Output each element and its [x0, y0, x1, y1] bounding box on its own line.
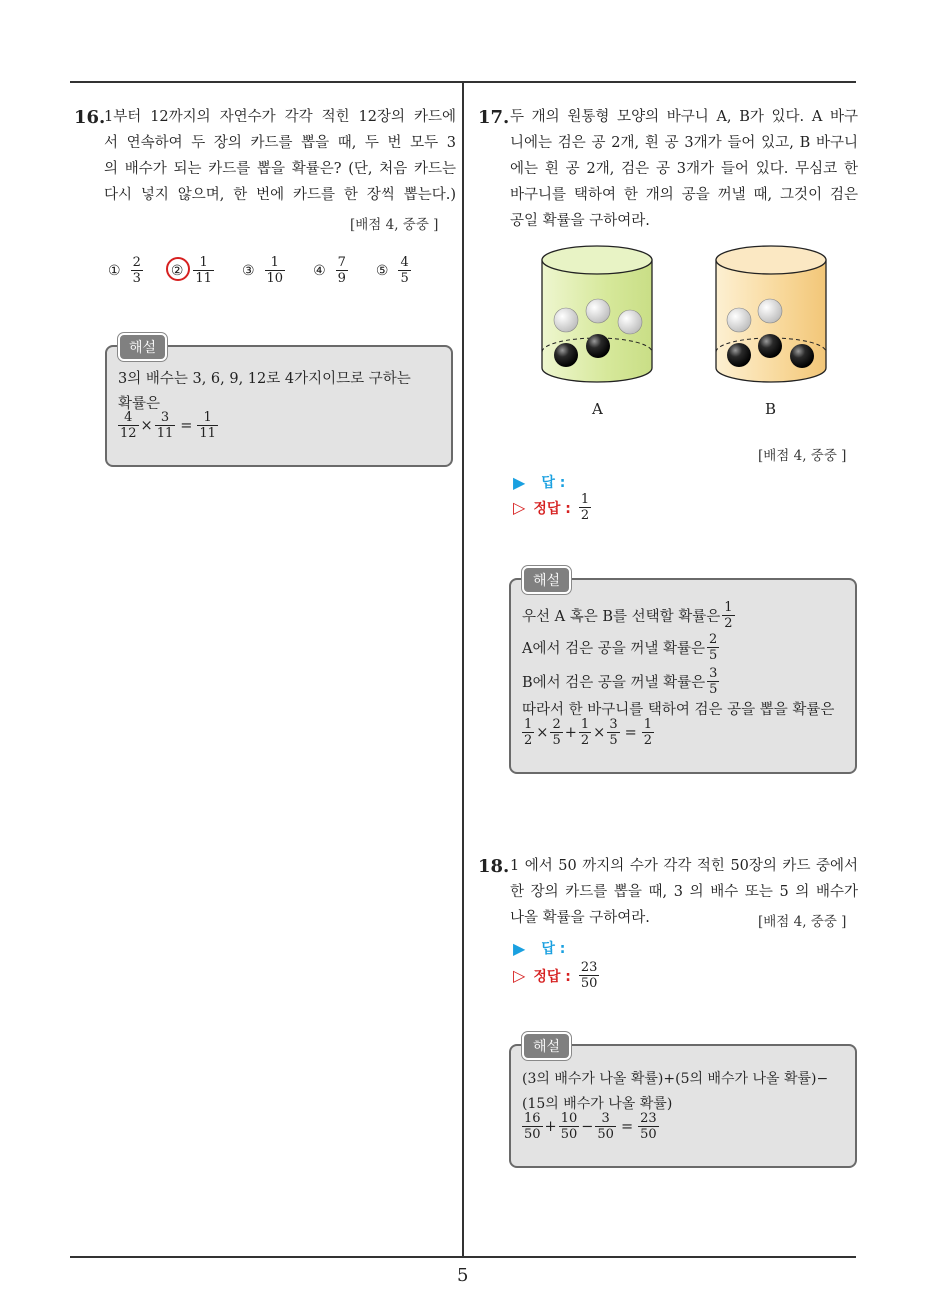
choice-mark: ④ — [313, 262, 326, 279]
correct-fraction: $\frac{1}{2}$ — [580, 492, 590, 523]
q18-number: 18. — [478, 856, 510, 877]
q17-line: 공일 확률을 구하여라. — [510, 213, 650, 229]
q18-solution-line: (15의 배수가 나올 확률) — [522, 1096, 673, 1112]
choice-fraction: $\frac{1}{10}$ — [266, 255, 284, 286]
q18-line: 나올 확률을 구하여라. — [510, 910, 650, 926]
q18-solution-tag: 해설 — [522, 1032, 571, 1060]
q18-solution-line: (3의 배수가 나올 확률)+(5의 배수가 나올 확률)− — [522, 1071, 829, 1087]
q18-answer-line — [513, 938, 565, 958]
basket-b — [716, 246, 826, 382]
q16-choices — [108, 255, 439, 286]
q16-line: 다시 넣지 않으며, 한 번에 카드를 한 장씩 뽑는다.) — [104, 187, 456, 203]
q16-text — [104, 104, 456, 208]
play-icon: ▶ — [513, 472, 526, 492]
q17-line: 니에는 검은 공 2개, 흰 공 3개가 들어 있고, B 바구니 — [510, 135, 858, 151]
q17-solution-line: 따라서 한 바구니를 택하여 검은 공을 뽑을 확률은 — [522, 702, 835, 718]
q17-correct-line — [513, 492, 593, 523]
q17-text — [510, 104, 858, 234]
triangle-outline-icon: ▷ — [513, 966, 526, 985]
q18-score: [배점 4, 중중 ] — [758, 914, 847, 930]
q17-line: 에는 흰 공 2개, 검은 공 3개가 들어 있다. 무심코 한 — [510, 161, 858, 177]
q18-correct-line — [513, 960, 601, 991]
selected-circle-icon — [166, 257, 190, 281]
correct-fraction: $\frac{23}{50}$ — [580, 960, 598, 991]
answer-label: 답 : — [541, 475, 566, 491]
q16-solution-line: 확률은 — [118, 396, 161, 412]
choice-3[interactable] — [242, 255, 287, 286]
q17-solution-line: 우선 A 혹은 B를 선택할 확률은 $\frac{1}{2}$ — [522, 600, 733, 631]
play-icon: ▶ — [513, 938, 526, 958]
q18-line: 한 장의 카드를 뽑을 때, 3 의 배수 또는 5 의 배수가 — [510, 884, 858, 900]
basket-a — [542, 246, 652, 382]
q16-line: 의 배수가 되는 카드를 뽑을 확률은? (단, 처음 카드는 — [104, 161, 456, 177]
q17-line: 바구니를 택하여 한 개의 공을 꺼낼 때, 그것이 검은 — [510, 187, 858, 203]
choice-fraction: $\frac{7}{9}$ — [337, 255, 346, 286]
q17-solution-expr: $\frac{1}{2}$ × $\frac{2}{5}$ + $\frac{1}{2}$ × $\frac{3}{5}$ = $\frac{1}{2}$ — [524, 717, 653, 748]
choice-mark: ⑤ — [375, 262, 389, 279]
q17-score: [배점 4, 중중 ] — [758, 448, 847, 464]
q17-solution-line: B에서 검은 공을 꺼낼 확률은 $\frac{3}{5}$ — [522, 666, 718, 697]
choice-4[interactable] — [313, 255, 350, 286]
choice-1[interactable] — [108, 255, 145, 286]
q16-score: [배점 4, 중중 ] — [350, 217, 439, 233]
choice-fraction: $\frac{2}{3}$ — [132, 255, 141, 286]
q16-number: 16. — [74, 107, 106, 128]
triangle-outline-icon: ▷ — [513, 498, 526, 517]
q17-number: 17. — [478, 107, 510, 128]
choice-mark: ② — [171, 263, 184, 279]
q18-line: 1 에서 50 까지의 수가 각각 적힌 50장의 카드 중에서 — [510, 858, 858, 874]
baskets-illustration — [532, 240, 862, 420]
choice-5[interactable] — [376, 255, 413, 286]
choice-2[interactable] — [171, 255, 216, 286]
page-number: 5 — [457, 1265, 469, 1286]
q16-solution-tag: 해설 — [118, 333, 167, 361]
q18-solution-expr: $\frac{16}{50}$ + $\frac{10}{50}$ − $\frac{3}{50}$ = $\frac{23}{50}$ — [524, 1111, 657, 1142]
q17-line: 두 개의 원통형 모양의 바구니 A, B가 있다. A 바구 — [510, 109, 858, 125]
choice-fraction: $\frac{4}{5}$ — [400, 255, 409, 286]
q17-solution-line: A에서 검은 공을 꺼낼 확률은 $\frac{2}{5}$ — [522, 632, 718, 663]
choice-mark: ③ — [241, 262, 255, 279]
choice-mark: ① — [108, 262, 121, 279]
answer-label: 답 : — [541, 941, 566, 957]
basket-a-label: A — [592, 400, 603, 418]
correct-label: 정답 : — [533, 500, 571, 517]
correct-label: 정답 : — [533, 968, 571, 985]
q17-solution-tag: 해설 — [522, 566, 571, 594]
q17-answer-line — [513, 472, 565, 492]
choice-fraction: $\frac{1}{11}$ — [195, 255, 212, 286]
bottom-rule — [70, 1256, 856, 1258]
q16-solution-line: 3의 배수는 3, 6, 9, 12로 4가지이므로 구하는 — [118, 371, 411, 387]
q16-line: 서 연속하여 두 장의 카드를 뽑을 때, 두 번 모두 3 — [104, 135, 456, 151]
q16-line: 1부터 12까지의 자연수가 각각 적힌 12장의 카드에 — [104, 109, 456, 125]
q16-solution-expr: $\frac{4}{12}$ × $\frac{3}{11}$ = $\frac{1}{11}$ — [120, 410, 216, 441]
basket-b-label: B — [765, 400, 777, 418]
column-divider — [462, 82, 464, 1257]
